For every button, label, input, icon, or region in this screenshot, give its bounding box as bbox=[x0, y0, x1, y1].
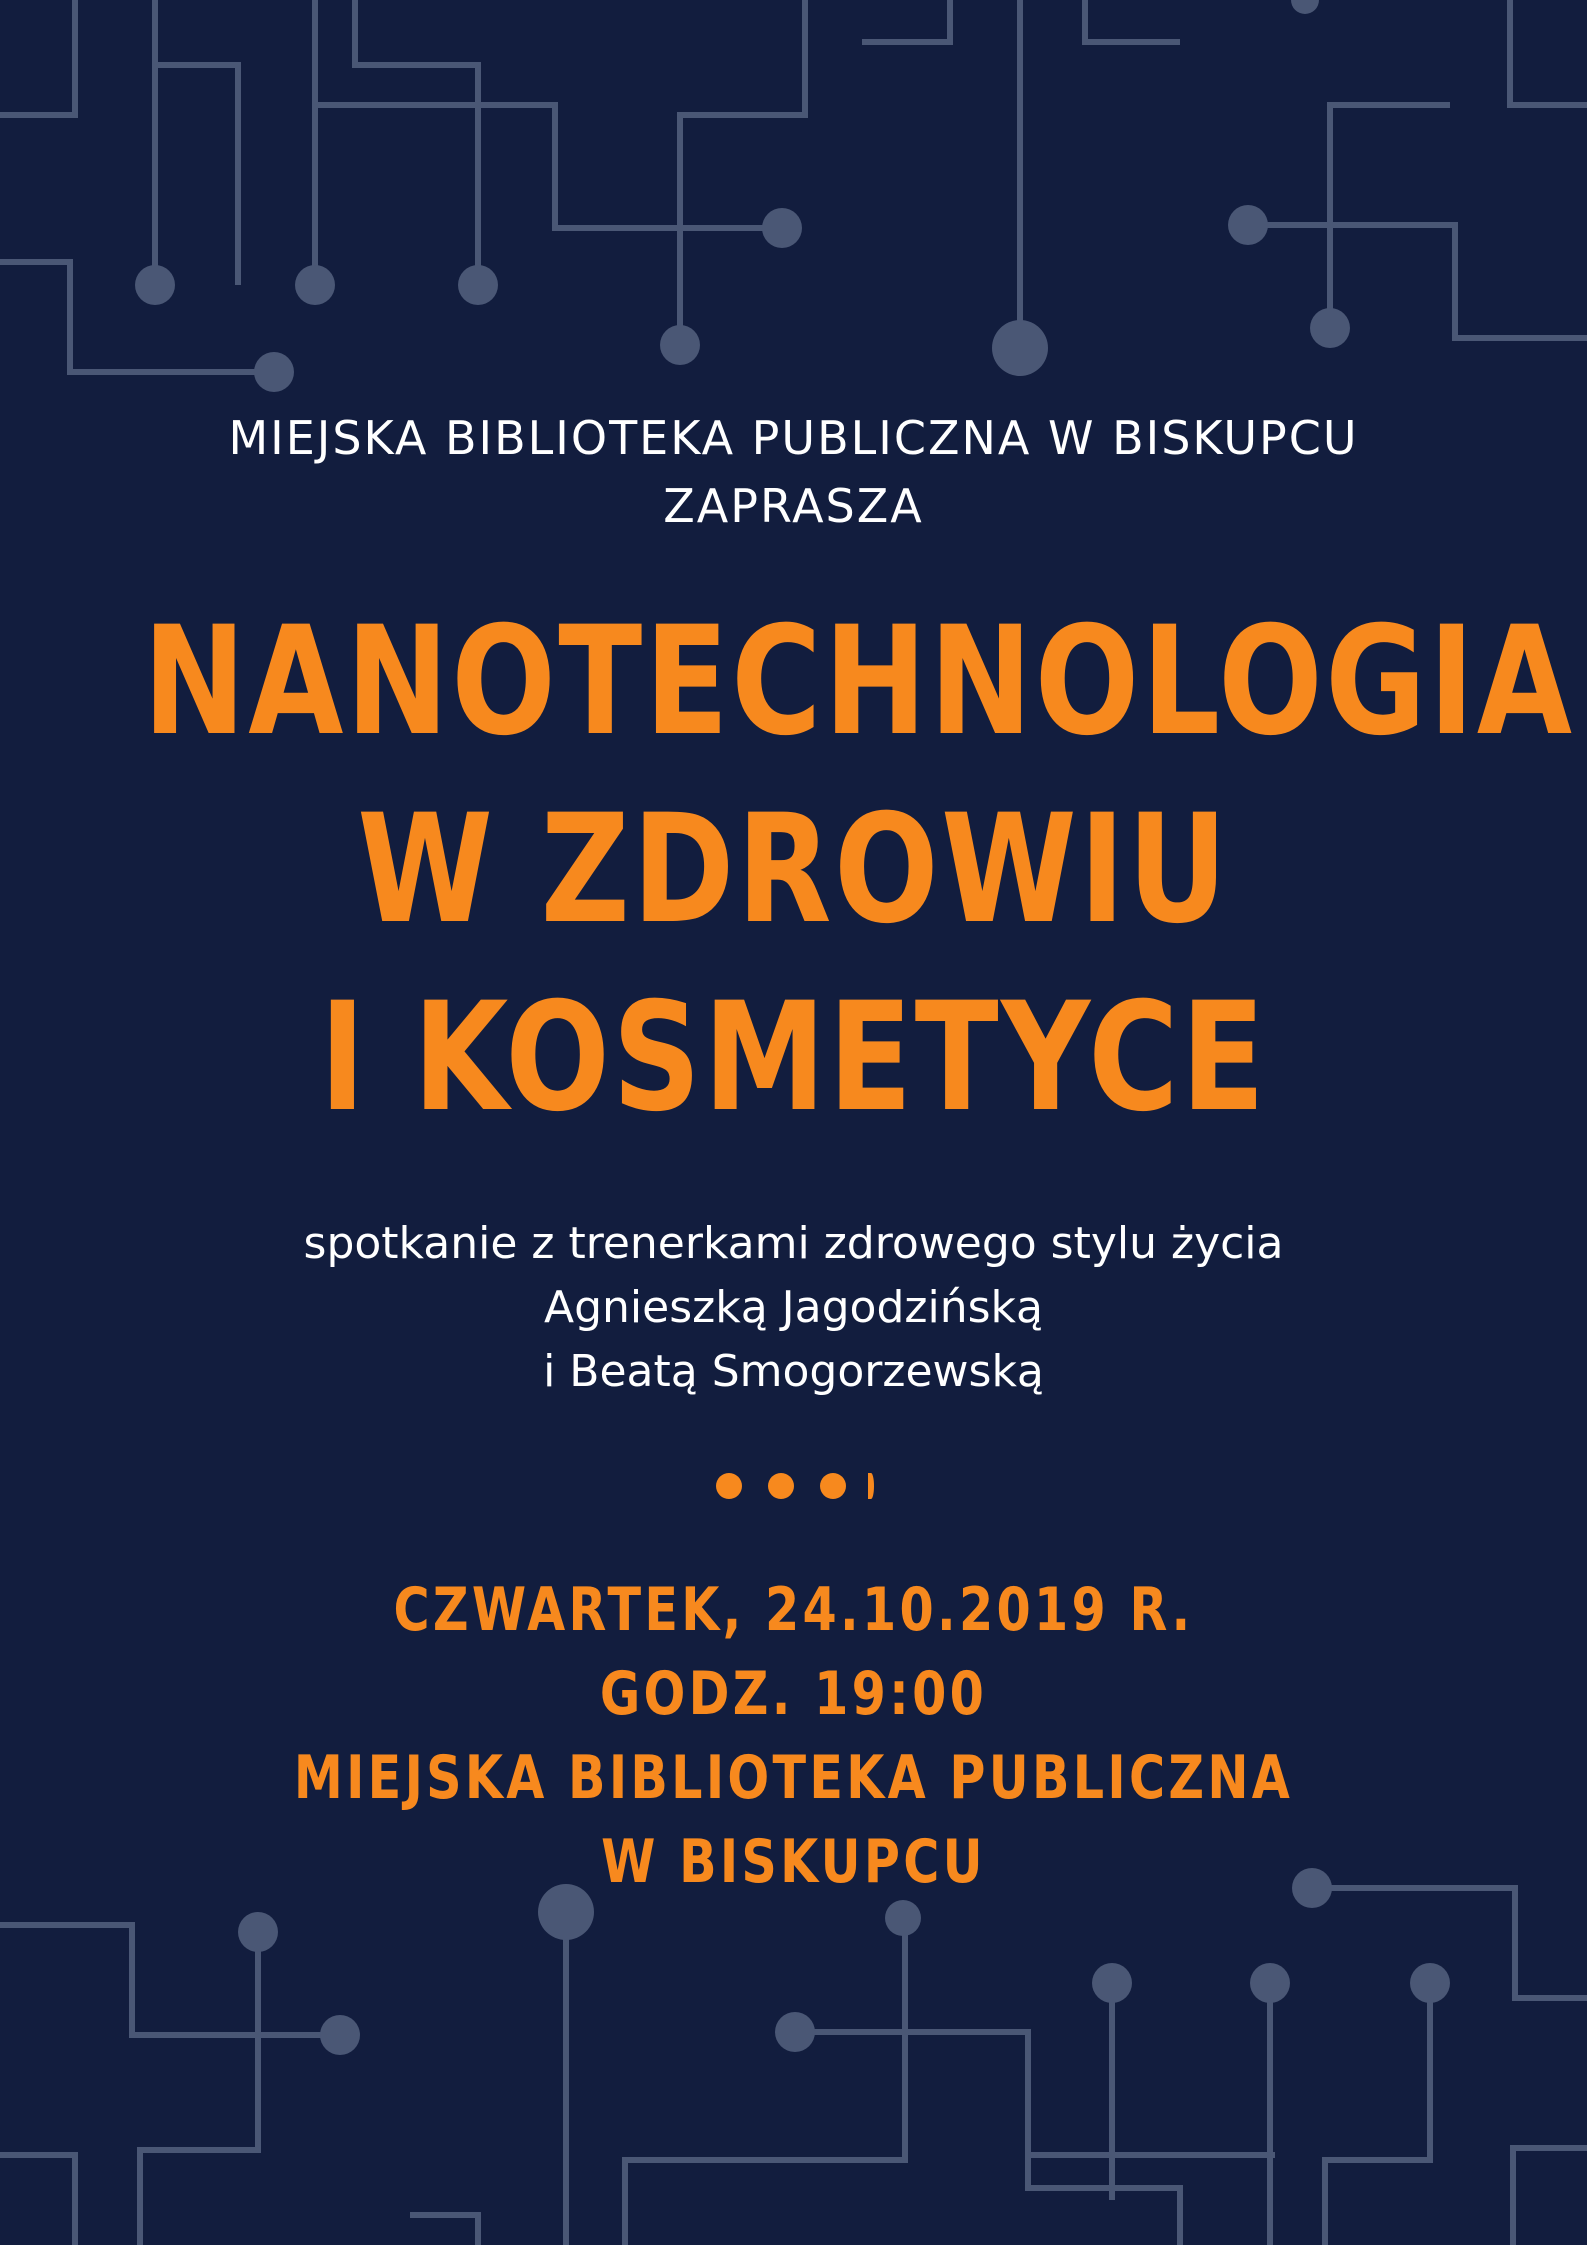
title-line-3: I KOSMETYCE bbox=[319, 971, 1268, 1145]
divider-dot bbox=[716, 1473, 742, 1499]
event-details bbox=[143, 1568, 1444, 1904]
title-line-1: NANOTECHNOLOGIA bbox=[142, 595, 1575, 769]
divider-dot bbox=[820, 1473, 846, 1499]
organizer-line-2: ZAPRASZA bbox=[663, 479, 924, 533]
description-line-1: spotkanie z trenerkami zdrowego stylu życia bbox=[303, 1218, 1284, 1269]
divider-dot bbox=[768, 1473, 794, 1499]
description-line-2: Agnieszką Jagodzińską bbox=[544, 1282, 1043, 1333]
organizer-line-1: MIEJSKA BIBLIOTEKA PUBLICZNA W BISKUPCU bbox=[228, 411, 1359, 465]
event-venue-line-2: W BISKUPCU bbox=[601, 1827, 986, 1897]
event-venue-line-1: MIEJSKA BIBLIOTEKA PUBLICZNA bbox=[293, 1743, 1294, 1813]
divider-dot-partial bbox=[868, 1473, 874, 1499]
event-date: CZWARTEK, 24.10.2019 R. bbox=[393, 1575, 1194, 1645]
dots-divider bbox=[710, 1473, 880, 1503]
organizer-heading bbox=[0, 404, 1587, 540]
title-line-2: W ZDROWIU bbox=[357, 783, 1230, 957]
description-line-3: i Beatą Smogorzewską bbox=[543, 1346, 1044, 1397]
event-description bbox=[0, 1212, 1587, 1404]
event-time: GODZ. 19:00 bbox=[599, 1659, 988, 1729]
event-title bbox=[142, 588, 1575, 1152]
